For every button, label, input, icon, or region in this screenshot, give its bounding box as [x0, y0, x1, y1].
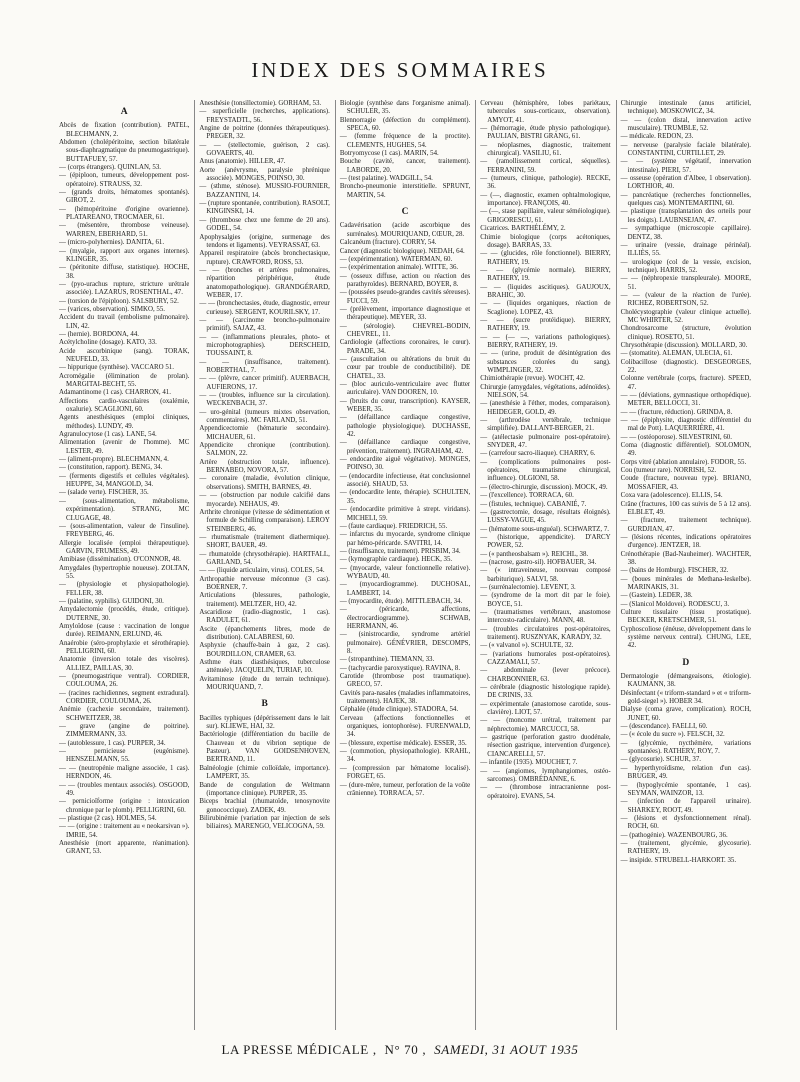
index-entry: — (atélectasie pulmonaire post-opératoire). SNYDER, 47. [480, 433, 611, 450]
index-entry: — hyperthyroïdisme, relation d'un cas). BRUGER, 49. [620, 764, 752, 781]
index-entry: Arthrite chronique (vitesse de sédimentation et formule de Schilling comparaison). LEROY STEINBERG, 46. [199, 508, 330, 533]
index-entry: — (endocardite lente, thérapie). SCHULTEN, 35. [339, 489, 471, 505]
index-entry: — (osseux diffuse, action ou réaction des parathyroïdes). BERNARD, BOYER, 8. [339, 272, 471, 288]
index-entry: — (rupture spontanée, contribution). RASOLT, KINGINSKI, 14. [199, 200, 330, 216]
index-entry: — (boues minérales de Methana-leskelbe). MARINAKIS, 31. [620, 575, 752, 591]
index-entry: — (sthme, sténose). MUSSIO-FOURNIER, BAZZANTINI, 14. [199, 183, 330, 199]
index-entry: — (sous-alimentation, valeur de l'insuline). FREYBERG, 46. [59, 522, 190, 539]
index-entry: — (épiploon, tumeurs, développement post-opératoire). STRAUSS, 32. [59, 172, 190, 188]
index-entry: Cancer (diagnostic biologique). NEDAH, 64. [339, 247, 465, 255]
index-entry: — (salade verte). FISCHER, 35. [59, 489, 149, 497]
index-entry: — (traumatismes vertébraux, anastomose intercosto-radiculaire). MANN, 48. [480, 608, 611, 625]
index-entry: — — (bronchectasies, étude, diagnostic, erreur curieuse). SERGENT, KOURILSKY, 17. [199, 300, 330, 316]
index-entry: Chirurgie (amygdales, végétations, adénoïdes). NIELSON, 54. [480, 383, 611, 400]
index-entry: — — (glycémie normale). BIERRY, RATHERY, 19. [480, 266, 611, 283]
issue-number: N° 70 [384, 1042, 419, 1057]
index-entry: — — (néphropexie transpleurale). MOORE, 51. [620, 275, 752, 291]
index-entry: — rhumatoïde (chrysothérapie). HARTFALL, GARLAND, 54. [199, 550, 330, 566]
index-entry: Cou (tumeur rare). NORRISH, 52. [620, 467, 717, 475]
index-entry: — — (glucides, rôle fonctionnel). BIERRY, RATHERY, 19. [480, 250, 611, 266]
index-entry: — — (bronches et artères pulmonaires, répartition périphérique, étude anatomopathologique). GRANDGÉRARD, WEBER, 17. [199, 266, 330, 299]
index-entry: Chimiothérapie (revue). WOCHT, 42. [480, 375, 585, 383]
index-entry: Bactériologie (différentiation du bacille de Chauveau et du vibrion septique de Pasteur). VAN GOIDSENHOVEN, BERTRAND, 11. [199, 731, 330, 764]
index-column [194, 100, 329, 1030]
index-entry: — (hypoglycémie spontanée, 1 cas). SEYMAN, WAINZOR, 13. [620, 781, 752, 797]
index-entry: — néoplasmes, diagnostic, traitement chirurgical). VASILIU, 61. [480, 141, 611, 158]
index-entry: Chirurgie intestinale (anus artificiel, technique). MOSKOWICZ, 34. [620, 100, 752, 116]
index-entry: Acromégalie (élimination de prolan). MARGITAI-BECHT, 55. [59, 372, 190, 388]
index-entry: — — (épiphysite, diagnostic différentiel du mal de Pott). LAQUERRIÈRE, 41. [620, 417, 752, 433]
index-entry: Anesthésie (mort apparente, réanimation). GRANT, 53. [59, 839, 190, 856]
index-entry: Articulations (blessures, pathologie, traitement). MELTZER, HO, 42. [199, 592, 330, 608]
index-entry: — — (moncome urétral, traitement par néphrectomie). MARCUCCI, 58. [480, 717, 611, 733]
index-entry: — — (liquides ascitiques). GAUJOUX, BRAHIC, 30. [480, 283, 611, 299]
index-entry: Arthropathie nerveuse méconnue (3 cas). BOERNER, 7. [199, 575, 330, 591]
index-entry: — (expérimentation animale). WITTE, 36. [339, 264, 459, 272]
index-entry: — (varices, observation). SIMKO, 55. [59, 305, 166, 313]
index-entry: — insipide. STRUBELL-HARKORT. 35. [620, 856, 737, 864]
index-entry: — — (système végétatif, innervation intestinale). PIERI, 57. [620, 158, 752, 174]
index-entry: Chondrosarcome (structure, évolution clinique). ROSETO, 51. [620, 325, 752, 341]
index-entry: — — (stellectomie, guérison, 2 cas). GOVAERTS, 40. [199, 141, 330, 158]
index-entry: — (ferments digestifs et cellules végétales). HEUPPE, 34, MANGOLD, 34. [59, 472, 190, 489]
index-entry: — (glycosurie). SCHUR, 37. [620, 756, 702, 764]
index-entry: Carotide (thrombose post traumatique). GRECO, 57. [339, 673, 471, 689]
index-entry: — (bloc auriculo-ventriculaire avec flutter auriculaire). VAN DOOREN, 10. [339, 381, 471, 397]
index-entry: — — (déviations, gymnastique orthopédique). METER, BELLOCCI, 31. [620, 392, 752, 408]
index-entry: — (blessure, expertise médicale). ESSER, 35. [339, 739, 467, 747]
index-entry: — — (liquides organiques, réaction de Scaglione). LOPEZ, 43. [480, 300, 611, 316]
index-entry: — (lésions et dysfonctionnement rénal). ROCH, 60. [620, 814, 752, 831]
index-entry: — (mésentère, thrombose veineuse). WARREN, EBERHARD, 51. [59, 222, 190, 238]
index-entry: Biologie (synthèse dans l'organisme animal). SCHULER, 35. [339, 100, 471, 116]
index-entry: — endocardite aiguë végétative). MONGES, POINSO, 30. [339, 456, 471, 472]
index-entry: — (descendance). FAELLI, 60. [620, 723, 708, 731]
index-entry: Crénothérapie (Bad-Nauheimer). WACHTER, 38. [620, 550, 752, 566]
index-entry: Ascaridiose (radio-diagnostic, 1 cas). RADULET, 61. [199, 608, 330, 625]
index-entry: — uro-génital (tumeurs mixtes observation, commentaires). MC FARLAND, 51. [199, 408, 330, 425]
index-entry: Anus (anatomie). HILLER, 47. [199, 158, 286, 166]
index-entry: Apophysalgies (origine, surmenage des tendons et ligaments). VEYRASSAT, 63. [199, 233, 330, 249]
index-entry: — (endocardite primitive à strept. viridans). MICHELI, 59. [339, 506, 471, 522]
index-entry: — (myocardite, étude). MITTLEBACH, 34. [339, 597, 463, 605]
index-entry: Cadavérisation (acide ascorbique des surrénales). MOURIQUAND, CŒUR, 28. [339, 222, 471, 238]
index-entry: Anatomie (inversion totale des viscères). ALLIEZ, PAILLAS, 30. [59, 656, 190, 672]
index-entry: Blennorragie (défection du complément). SPECA, 60. [339, 116, 471, 133]
index-entry: — — (neutropénie maligne associée, 1 cas). HERNDON, 46. [59, 764, 190, 781]
index-entry: — urinaire (vessie, drainage périnéal). ILLIÈS, 55. [620, 241, 752, 258]
index-entry: Allergie localisée (emploi thérapeutique). GARVIN, FRUMESS, 49. [59, 539, 190, 555]
index-entry: — (—, stase papillaire, valeur séméiologique). GRIGORESCU, 61. [480, 208, 611, 224]
index-entry: — coronaire (maladie, évolution clinique, observations). SMITH, BARNES, 49. [199, 475, 330, 491]
index-entry: — (glycémie, nycthémère, variations spontanées). RATHERY, ROY, 7. [620, 739, 752, 756]
index-entry: Bacilles typhiques (dépérissement dans le lait sur). KLIEWE, HAI, 32. [199, 714, 330, 731]
index-column [616, 100, 751, 1030]
index-entry: — — (colon distal, innervation active musculaire). TRUMBLE, 52. [620, 116, 752, 133]
index-entry: Dermatologie (démangeaisons, étiologie). KAUMANN, 38. [620, 673, 752, 689]
index-entry: Anesthésie (tonsillectomie). GORHAM, 53. [199, 100, 322, 107]
index-entry: — (péritonite diffuse, statistique). HOCHE, 38. [59, 264, 190, 280]
index-entry: — (hernie). BORDONA, 44. [59, 330, 139, 338]
index-entry: — (carrefour sacro-iliaque). CHARRY, 6. [480, 450, 596, 458]
index-entry: Bouche (cavité, cancer, traitement). LABORDE, 20. [339, 158, 471, 174]
index-entry: — — (obstruction par nodule calcifié dans myocarde). NEHAUS, 49. [199, 492, 330, 508]
page-title: INDEX DES SOMMAIRES [251, 58, 549, 82]
index-entry: Chimie biologique (corps acétoniques, dosage). BARRAS, 33. [480, 233, 611, 249]
index-entry: — (l'excellence). TORRACA, 60. [480, 492, 574, 500]
index-entry: — — (— —, variations pathologiques). BIERRY, RATHERY, 19. [480, 333, 611, 349]
index-entry: — cérébrale (diagnostic histologique rapide). DE CRINIS, 33. [480, 684, 611, 700]
index-entry: — (test palatine). WADGILL, 54. [339, 175, 433, 183]
index-entry: — (corps étrangers). QUINLAN, 53. [59, 164, 161, 172]
index-entry: — — (liquide articulaire, virus). COLES, 54. [199, 567, 325, 575]
index-entry: Coude (fracture, nouveau type). BRIANO, MOSSAFIER, 43. [620, 475, 752, 491]
index-entry: Abcès de fixation (contribution). PATEL, BLECHMANN, 2. [59, 122, 190, 138]
index-entry: — (torsion de l'épiploon). SALSBURY, 52. [59, 297, 179, 305]
index-entry: — — (plèvre, cancer primitif). AUERBACH, AUFIERONS, 17. [199, 375, 330, 391]
index-column [475, 100, 610, 1030]
index-entry: Bande de congulation de Weltmann (importance clinique). PURPER, 35. [199, 781, 330, 797]
index-entry: — (lésions récentes, indications opératoires d'urgence). JENTZER, 18. [620, 533, 752, 550]
index-entry: Crâne (fractures, 100 cas suivis de 5 à 12 ans). ELBLET, 49. [620, 500, 752, 516]
index-entry: — (auscultation ou altérations du bruit du cœur par trouble de conductibilité). DE CHATEL, 33. [339, 355, 471, 380]
index-entry: Cerveau (affections fonctionnelles et organiques, iontophorèse). FURENWALD, 34. [339, 714, 471, 739]
index-entry: Cyphoscoliose (énéuse, développement dans le système nerveux central). CHUNG, LEE, 42. [620, 625, 752, 650]
index-entry: Cicatrices. BARTHÉLÉMY, 2. [480, 225, 566, 233]
index-entry: — (grands droits, hématomes spontanés). GIROT, 2. [59, 189, 190, 205]
index-entry: — — (origine : traitement au « neokarsivan »). IMRIE, 54. [59, 823, 190, 839]
index-entry: — (sous-alimentation, métabolisme, expérimentation). STRANG, MC CLUGAGE, 48. [59, 497, 190, 522]
index-entry: — (défaillance cardiaque congestive, prévention, traitement). INGRAHAM, 42. [339, 439, 471, 455]
index-entry: Désinfectant (« triform-standard » et « triform-gold-siegel »). HOBER 34. [620, 689, 752, 706]
index-entry: — — (thrombose intracranienne post-opératoire). EVANS, 54. [480, 784, 611, 800]
index-entry: Culture tissulaire (tissu prostatique). BECKER, KRETSCHMER, 51. [620, 608, 752, 625]
index-entry: Colonne vertébrale (corps, fracture). SPEED, 47. [620, 375, 752, 391]
index-entry: — (nacrose, gastro-sil). HOFBAUER, 34. [480, 558, 597, 566]
index-entry: Cholécystographie (valeur clinique actuelle). MC WHIRTER, 52. [620, 308, 752, 324]
index-entry: Calcanéum (fracture). CORRY, 54. [339, 239, 437, 247]
index-entry: — (troubles circulatoires post-opératoires, traitement). RUSZNYAK, KARADY, 32. [480, 625, 611, 641]
index-entry: Amyloïdose (cause : vaccination de longue durée). REIMANN, ERLUND, 46. [59, 622, 190, 639]
section-letter: B [261, 699, 268, 710]
index-entry: — (péricarde, affections, électrocardiogramme). SCHWAB, HERRMANN, 46. [339, 606, 471, 630]
index-entry: — hippurique (synthèse). VACCARO 51. [59, 364, 174, 372]
index-entry: — (Gastein). LEDER, 38. [620, 592, 693, 600]
index-entry: — (myocardiogramme). DUCHOSAL, LAMBERT, 14. [339, 581, 471, 597]
index-entry: Anémie (cachexie secondaire, traitement). SCHWEITZER, 38. [59, 706, 190, 722]
index-entry: — (surrénalectomie). LEVENT, 3. [480, 583, 576, 591]
index-entry: Asthme états diasthésiques, tuberculose atténuée). JACQUELIN, TURIAF, 10. [199, 659, 330, 675]
index-entry: Acide ascorbinique (sang). TORAK, NEUFELD, 33. [59, 347, 190, 363]
index-entry: Balnéologie (chimie colloïdale, importance). LAMPERT, 35. [199, 764, 330, 781]
index-entry: — (« valvanol »). SCHULTE, 32. [480, 642, 574, 650]
index-entry: — (palatine, syphilis). GUIDONI, 30. [59, 597, 164, 605]
index-entry: Amygdales (hypertrophie noueuse). ZOLTAN, 55. [59, 564, 190, 580]
index-columns [59, 100, 751, 1030]
index-entry: — (faute cardiaque). FRIEDRICH, 55. [339, 522, 448, 530]
index-entry: Acétylcholine (dosage). KATO, 33. [59, 339, 157, 347]
index-column [59, 100, 189, 1030]
index-entry: — osseuse (opération d'Albee, 1 observation). LORTHIOR, 40. [620, 175, 752, 191]
index-entry: — — (urine, produit de désintégration des substances colorées du sang). WIMPLINGER, 32. [480, 350, 611, 374]
index-entry: — (expérimentation). WATERMAN, 60. [339, 255, 453, 263]
index-entry: — pancréatique (recherches fonctionnelles, quelques cas). MONTEMARTINI, 60. [620, 191, 752, 208]
index-entry: Agranulocytose (1 cas). LANE, 54. [59, 431, 157, 439]
index-entry: — (micro-polyhernies). DANITA, 61. [59, 239, 165, 247]
index-entry: — abdominale (lever précoce). CHARBONNIER, 63. [480, 667, 611, 683]
index-entry: — pernicieuse (eugénisme). HENSZELMANN, 55. [59, 748, 190, 764]
index-entry: Affections cardio-vasculaires (oxalémie, oxalurie). SCAGLIONI, 60. [59, 397, 190, 414]
index-entry: — expérimentale (anastomose carotide, sous-clavière). LIOT, 57. [480, 700, 611, 717]
index-entry: Biceps brachial (rhumatoïde, tenosynovite gonococcique). ZADEK, 49. [199, 798, 330, 814]
index-entry: — (complications pulmonaires post-opératoires, traumatisme chirurgical, influence). OLGIONI, 58. [480, 458, 611, 483]
index-entry: — (Slanicol Moldovei). RODESCU, 3. [620, 600, 730, 608]
index-entry: Accident du travail (embolisme pulmonaire). LIN, 42. [59, 314, 190, 330]
section-letter: A [120, 107, 128, 117]
index-entry: — (myocarde, valeur fonctionnelle relative). WYBAUD, 40. [339, 564, 471, 580]
index-entry: — (historique, appendicite). D'ARCY POWER, 52. [480, 533, 611, 550]
index-entry: — (compression par hématome localisé). FORGET, 65. [339, 764, 471, 781]
index-entry: — (électro-chirurgie, discussion). MOCK, 49. [480, 483, 608, 491]
index-entry: — médicale. REDON, 23. [620, 133, 694, 141]
index-entry: Coma (diagnostic différentiel). SOLOMON, 49. [620, 442, 752, 458]
index-entry: — (stropanthine). TIEMANN, 33. [339, 656, 435, 664]
index-entry: Ascite (épanchements libres, mode de distribution). CALABRESI, 60. [199, 625, 330, 641]
journal-name: LA PRESSE MÉDICALE [221, 1042, 369, 1057]
index-entry: — (« intraveineuse, nouveau composé barbiturique). SALVI, 58. [480, 567, 611, 583]
index-entry: — (fracture, traitement technique). GURDJIAN, 47. [620, 517, 752, 533]
index-entry: — — (fracture, réduction). GRINDA, 8. [620, 408, 733, 416]
index-entry: — (anesthésie à l'éther, modes, comparaison). HEIDEGER, GOLD, 49. [480, 400, 611, 416]
index-entry: Cavités para-nasales (maladies inflammatoires, traitements). HAJEK, 38. [339, 689, 471, 706]
index-entry: — (« pantheosbalsam »). REICHL, 38. [480, 550, 589, 558]
index-entry: — (hémorragie, étude physio pathologique). PAULIAN, BISTRI GRANG, 61. [480, 125, 611, 141]
index-entry: — (—, diagnostic, examen ophtalmologique, importance). FRANÇOIS, 40. [480, 191, 611, 208]
section-letter: C [401, 207, 409, 218]
index-entry: — (ramollissement cortical, séquelles). FERRANINI, 59. [480, 158, 611, 174]
index-entry: — (kymographie cardiaque). HECK, 35. [339, 556, 453, 564]
index-entry: — — (angiomes, lymphangiomes, ostéo-sarcomes). OMBRÉDANNE, 6. [480, 767, 611, 783]
index-entry: — (racines rachidiennes, segment extradural). CORDIER, COULOUMA, 26. [59, 689, 190, 706]
index-entry: Aorte (anévrysme, paralysie phrénique associée). MONGES, POINSO, 30. [199, 166, 330, 183]
index-entry: — (fistules, technique). CABANIÉ, 7. [480, 500, 587, 508]
section-letter: D [682, 657, 690, 668]
index-entry: Angine de poitrine (données thérapeutiques). PREGER, 32. [199, 125, 330, 141]
index-entry: — (sérologie). CHEVREL-BODIN, CHEVREL, 11. [339, 322, 471, 338]
index-entry: — (infection de l'appareil urinaire). SHARKEY, ROOT, 49. [620, 798, 752, 814]
index-entry: Amydalectomie (procédés, étude, critique). DUTERNE, 30. [59, 606, 190, 622]
index-entry: — (hémopéritoine d'origine ovarienne). PLATAREANO, TROCMAER, 61. [59, 205, 190, 222]
index-entry: Corps vitré (ablation annulaire). FODOR, 55. [620, 458, 747, 466]
index-entry: — (tumeurs, clinique, pathologie). RECKE, 36. [480, 175, 611, 191]
index-entry: — (sinistrocardie, syndrome artériel pulmonaire). GÉNÉVRIER, DESCOMPS, 8. [339, 631, 471, 655]
index-entry: Appareil respiratoire (abcès bronchectasique, rupture). CRAWFORD, ROSS, 53. [199, 250, 330, 266]
index-entry: — (endocardite infectieuse, état conclusionnel associé). SHAUD, 53. [339, 472, 471, 489]
index-entry: — (syndrome de la mort dit par le foie). BOYCE, 51. [480, 592, 611, 608]
index-entry: Asphyxie (chauffe-bain à gaz, 2 cas). BOURDILLON, CRAMER, 63. [199, 642, 330, 658]
index-entry: — (arthrodèse vertébrale, technique simplifiée). DALLANT-BERGER, 21. [480, 417, 611, 433]
index-entry: Amibiase (dissémination). O'CONNOR, 48. [59, 556, 181, 564]
index-entry: — urologique (col de la vessie, excision, technique). HARRIS, 52. [620, 258, 752, 274]
index-entry: Alimentation (avenir de l'homme). MC LESTER, 49. [59, 439, 190, 455]
index-entry: — (pyo-urachus rupture, stricture urétrale associée). LAZARUS, ROSENTHAL, 47. [59, 280, 190, 297]
index-entry: — (poussées pseudo-grandes cavités séreuses). FUCCI, 59. [339, 289, 471, 305]
index-entry: — (pathogénie). WAZENBOURG, 36. [620, 831, 728, 839]
index-entry: — — (troubles mentaux associés). OSGOOD, 49. [59, 781, 190, 797]
index-entry: — (stomatite). ALEMAN, ULECIA, 61. [620, 350, 733, 358]
index-entry: — (prélèvement, importance diagnostique et thérapeutique). MEYER, 33. [339, 305, 471, 322]
index-entry: — — (insuffisance, traitement). ROBERTHAL, 7. [199, 358, 330, 374]
index-entry: Abdomen (cholépéritoine, section bilatérale sous-diaphragmatique du pneumogastrique). BUTTAFUEY, 57. [59, 139, 190, 163]
index-entry: Colibacillose (diagnostic). DESGEORGES, 22. [620, 358, 752, 374]
index-entry: — — (inflammations pleurales, photo- et microphotographies). DERSCHEID, TOUSSAINT, 8. [199, 333, 330, 358]
index-entry: — superficielle (recherches, applications). FREYSTADTL, 56. [199, 108, 330, 124]
index-entry: — infarctus du myocarde, syndrome clinique par hémo-péricarde. SAVITRI, 14. [339, 531, 471, 547]
index-entry: — (hématome sous-unguéal). SCHWARTZ, 7. [480, 525, 609, 533]
index-entry: — — (carcinome broncho-pulmonaire primitif). SAJAZ, 43. [199, 316, 330, 333]
index-entry: Appendicectomie (hématurie secondaire). MICHAUER, 61. [199, 425, 330, 441]
index-column [335, 100, 470, 1030]
index-entry: — pernicioïforme (origine : intoxication chronique par le plomb). PELLIGRINI, 60. [59, 798, 190, 814]
index-entry: Cerveau (hémisphère, lobes pariétaux, tubercules sous-corticaux, observation). AMYOT, 41. [480, 100, 611, 124]
index-entry: Céphalée (étude clinique). STADORA, 54. [339, 706, 459, 714]
index-entry: — (dure-mère, tumeur, perforation de la voûte crânienne). TORRACA, 57. [339, 781, 471, 797]
index-entry: — nerveuse (paralysie faciale bilatérale). CONSTANTINI, CURTILLET, 29. [620, 141, 752, 158]
index-entry: — infantile (1935). MOUCHET, 7. [480, 759, 578, 767]
index-entry: — sympathique (microscopie capillaire). DENTZ, 38. [620, 225, 752, 241]
index-entry: Broncho-pneumonie interstitielle. SPRUNT, MARTIN, 54. [339, 183, 471, 199]
index-entry: — plastique (2 cas). HOLMES, 54. [59, 814, 157, 822]
index-entry: — (variations humorales post-opératoires). CAZZAMALI, 57. [480, 650, 611, 667]
index-entry: — — (ostéoporose). SILVESTRINI, 60. [620, 433, 732, 441]
index-entry: — — (troubles, influence sur la circulation). WECKENBACH, 37. [199, 392, 330, 408]
index-entry: — (aliment-propre). BLECHMANN, 4. [59, 456, 169, 464]
index-entry: Avitaminose (étude du terrain technique). MOURIQUAND, 7. [199, 675, 330, 692]
index-entry: Agents anesthésiques (emploi cliniques, méthodes). LUNDY, 49. [59, 414, 190, 430]
index-entry: — grave (angine de poitrine). ZIMMERMANN, 33. [59, 723, 190, 739]
index-entry: — (autoblessure, 1 cas). PURPER, 34. [59, 739, 166, 747]
index-entry: Artère (obstruction totale, influence). BERNABEO, NOVORA, 57. [199, 458, 330, 475]
index-entry: Botryomycose (1 cas). MARIN, 54. [339, 150, 439, 158]
index-entry: — (gastrectomie, dosage, résultats éloignés). LUSSY-VAGUE, 45. [480, 508, 611, 525]
index-entry: — gastrique (perforation gastro duodénale, résection gastrique, intervention d'urgence). CIANCARELLI, 57. [480, 734, 611, 758]
index-entry: Adamantinome (1 cas). CHARRON, 41. [59, 389, 171, 397]
index-entry: — (myalgie, rapport aux organes internes). KLINGER, 35. [59, 247, 190, 263]
index-entry: Cardiologie (affections coronaires, le cœur). PARADE, 34. [339, 339, 471, 355]
index-entry: — (défaillance cardiaque congestive, pathologie physiologique). DUCHASSE, 42. [339, 414, 471, 439]
index-entry: Coxa vara (adolescence). ELLIS, 54. [620, 492, 723, 500]
index-entry: — (constitution, rapport). BENG, 34. [59, 464, 163, 472]
index-entry: — (femme fréquence de la proctite). CLEMENTS, HUGHES, 54. [339, 133, 471, 149]
index-entry: — (tachycardie paroxystique). RAVINA, 8. [339, 664, 461, 672]
index-entry: Bilirubinémie (variation par injection de sels biliaires). MARENGO, VELICOGNA, 59. [199, 814, 330, 831]
index-entry: — (bains de Homburg). FISCHER, 32. [620, 567, 729, 575]
index-entry: — (pneumogastrique ventral). CORDIER, COULOUMA, 26. [59, 673, 190, 689]
index-entry: — (commotion, physiopathologie). KRAHL, 34. [339, 748, 471, 764]
page-footer: LA PRESSE MÉDICALE , N° 70 , SAMEDI, 31 AOUT 1935 [221, 1042, 579, 1057]
issue-date: SAMEDI, 31 AOUT 1935 [434, 1042, 579, 1057]
index-entry: — (thrombose chez une femme de 20 ans). GODEL, 54. [199, 216, 330, 233]
index-entry: Chrysothérapie (discussion). MOLLARD, 30. [620, 341, 748, 349]
index-entry: — (« école du sucre »). FELSCH, 32. [620, 731, 725, 739]
index-entry: — (insuffisance, traitement). PRISBIM, 34. [339, 547, 461, 555]
index-entry: — — (sucre protéidique). BIERRY, RATHERY, 19. [480, 316, 611, 333]
index-entry: Appendicite chronique (contribution). SALMON, 22. [199, 442, 330, 458]
index-entry: — rhumatismale (traitement diathermique). SHORT, BAUER, 49. [199, 533, 330, 550]
index-entry: — — (valeur de la réaction de l'urée). RICHEZ, ROBERTSON, 52. [620, 291, 752, 308]
index-entry: — (physiologie et physiopathologie). FELLER, 38. [59, 581, 190, 597]
index-entry: Anaérobie (séro-prophylaxie et sérothérapie). PELLIGRINI, 60. [59, 639, 190, 655]
index-entry: — plastique (transplantation des orteils pour les doigts). LAUBNSEJAN, 47. [620, 208, 752, 224]
index-entry: Dialyse (coma grave, complication). ROCH, JUNET, 60. [620, 706, 752, 722]
index-entry: — (traitement, glycémie, glycosurie). RATHERY, 19. [620, 839, 752, 856]
index-entry: — (bruits du cœur, transcription). KAYSER, WEBER, 35. [339, 397, 471, 414]
